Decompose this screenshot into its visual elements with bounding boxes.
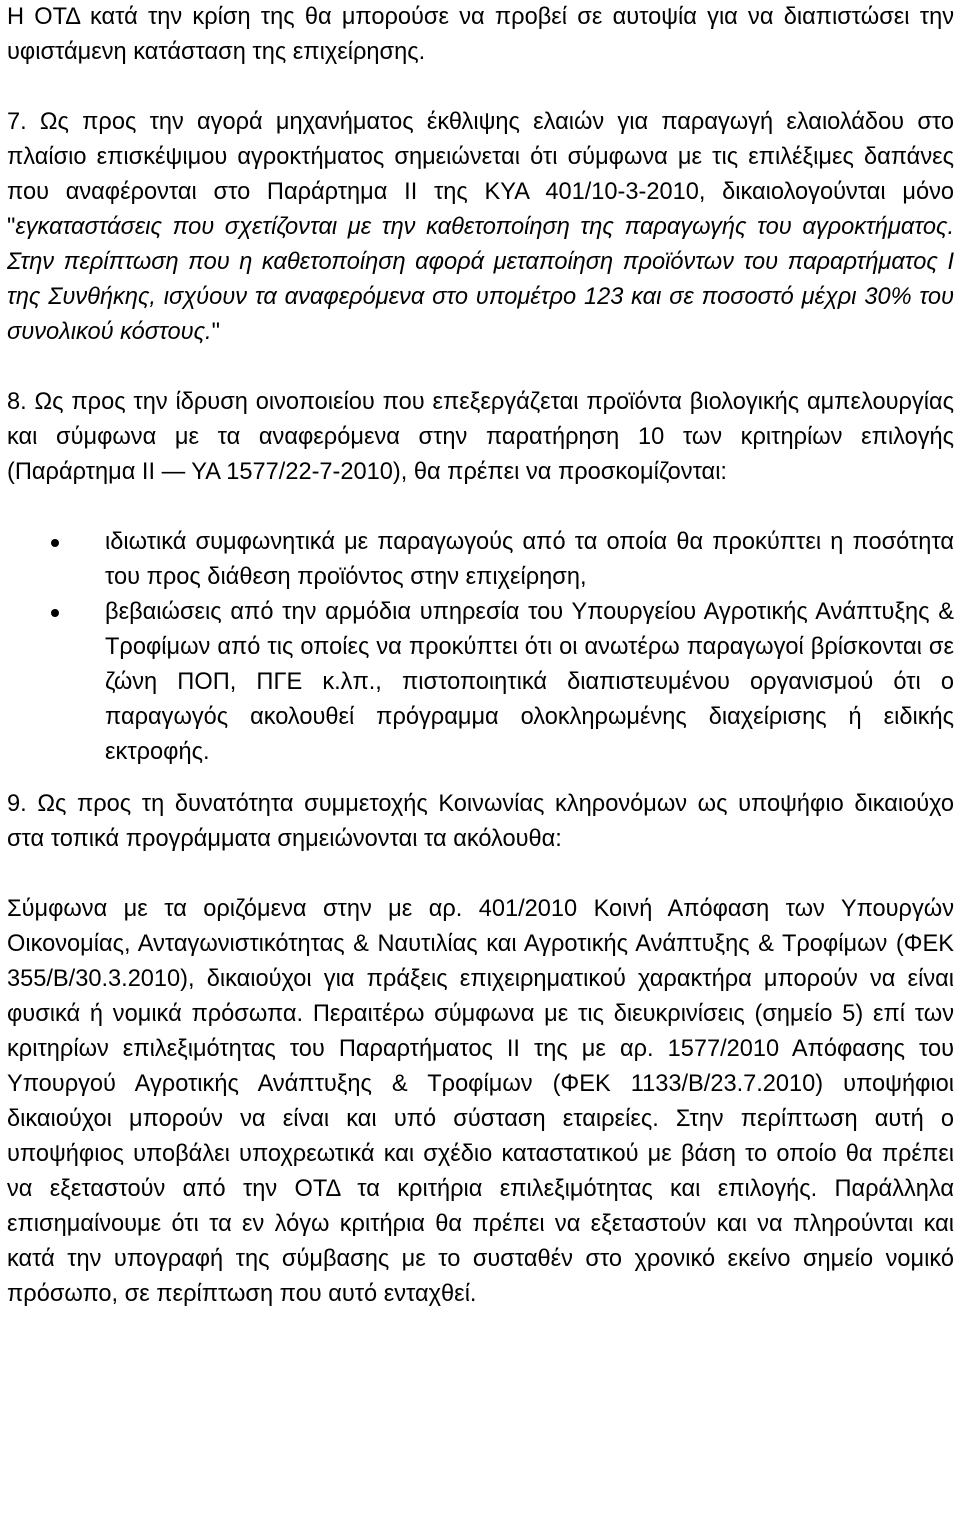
spacer: [7, 350, 954, 385]
list-item-text: βεβαιώσεις από την αρμόδια υπηρεσία του Υπουργείου Αγροτικής Ανάπτυξης & Τροφίμων από τις οποίες να προκύπτει ότι οι ανωτέρω παραγωγοί βρίσκονται σε ζώνη ΠΟΠ, ΠΓΕ κ.λπ., πιστοποιητικά διαπιστευμένου οργανισμού ότι ο παραγωγός ακολουθεί πρόγραμμα ολοκληρωμένης διαχείρισης ή ειδικής εκτροφής.: [105, 599, 954, 765]
item-7-paragraph: [7, 105, 954, 350]
spacer: [7, 857, 954, 892]
list-item: [7, 595, 954, 770]
list-item-text: ιδιωτικά συμφωνητικά με παραγωγούς από τα οποία θα προκύπτει η ποσότητα του προς διάθεση προϊόντος στην επιχείρηση,: [105, 529, 954, 590]
intro-paragraph: Η ΟΤΔ κατά την κρίση της θα μπορούσε να προβεί σε αυτοψία για να διαπιστώσει την υφιστάμενη κατάσταση της επιχείρησης.: [7, 4, 954, 65]
list-item: [7, 525, 954, 595]
document-page: [7, 0, 954, 1312]
item-7-quote-close: ": [211, 319, 220, 345]
bullet-icon: [51, 539, 59, 547]
item-9-body-paragraph: Σύμφωνα με τα οριζόμενα στην με αρ. 401/2010 Κοινή Απόφαση των Υπουργών Οικονομίας, Ανταγωνιστικότητας & Ναυτιλίας και Αγροτικής Ανάπτυξης & Τροφίμων (ΦΕΚ 355/Β/30.3.2010), δικαιούχοι για πράξεις επιχειρηματικού χαρακτήρα μπορούν να είναι φυσικά ή νομικά πρόσωπα. Περαιτέρω σύμφωνα με τις διευκρινίσεις (σημείο 5) επί των κριτηρίων επιλεξιμότητας του Παραρτήματος ΙΙ της με αρ. 1577/2010 Απόφασης του Υπουργού Αγροτικής Ανάπτυξης & Τροφίμων (ΦΕΚ 1133/Β/23.7.2010) υποψήφιοι δικαιούχοι μπορούν να είναι και υπό σύσταση εταιρείες. Στην περίπτωση αυτή ο υποψήφιος υποβάλει υποχρεωτικά και σχέδιο καταστατικού με βάση το οποίο θα πρέπει να εξεταστούν από την ΟΤΔ τα κριτήρια επιλεξιμότητας και επιλογής. Παράλληλα επισημαίνουμε ότι τα εν λόγω κριτήρια θα πρέπει να εξεταστούν και να πληρούνται και κατά την υπογραφή της σύμβασης με το συσταθέν στο χρονικό εκείνο σημείο νομικό πρόσωπο, σε περίπτωση που αυτό ενταχθεί.: [7, 896, 954, 1307]
item-8-paragraph: 8. Ως προς την ίδρυση οινοποιείου που επεξεργάζεται προϊόντα βιολογικής αμπελουργίας και σύμφωνα με τα αναφερόμενα στην παρατήρηση 10 των κριτηρίων επιλογής (Παράρτημα ΙΙ — ΥΑ 1577/22-7-2010), θα πρέπει να προσκομίζονται:: [7, 389, 954, 485]
item-7-quote: εγκαταστάσεις που σχετίζονται με την καθετοποίηση της παραγωγής του αγροκτήματος. Στην περίπτωση που η καθετοποίηση αφορά μεταποίηση προϊόντων του παραρτήματος Ι της Συνθήκης, ισχύουν τα αναφερόμενα στο υπομέτρο 123 και σε ποσοστό μέχρι 30% του συνολικού κόστους.: [7, 214, 954, 345]
item-9-paragraph: 9. Ως προς τη δυνατότητα συμμετοχής Κοινωνίας κληρονόμων ως υποψήφιο δικαιούχο στα τοπικά προγράμματα σημειώνονται τα ακόλουθα:: [7, 791, 954, 852]
item-7-text: 7. Ως προς την αγορά μηχανήματος έκθλιψης ελαιών για παραγωγή ελαιολάδου στο πλαίσιο επισκέψιμου αγροκτήματος σημειώνεται ότι σύμφωνα με τις επιλέξιμες δαπάνες που αναφέρονται στο Παράρτημα ΙΙ της ΚΥΑ 401/10-3-2010, δικαιολογούνται μόνο ": [7, 109, 954, 240]
bullet-icon: [51, 609, 59, 617]
spacer: [7, 490, 954, 525]
spacer: [7, 70, 954, 105]
item-8-bullet-list: [7, 525, 954, 770]
spacer: [7, 770, 954, 787]
